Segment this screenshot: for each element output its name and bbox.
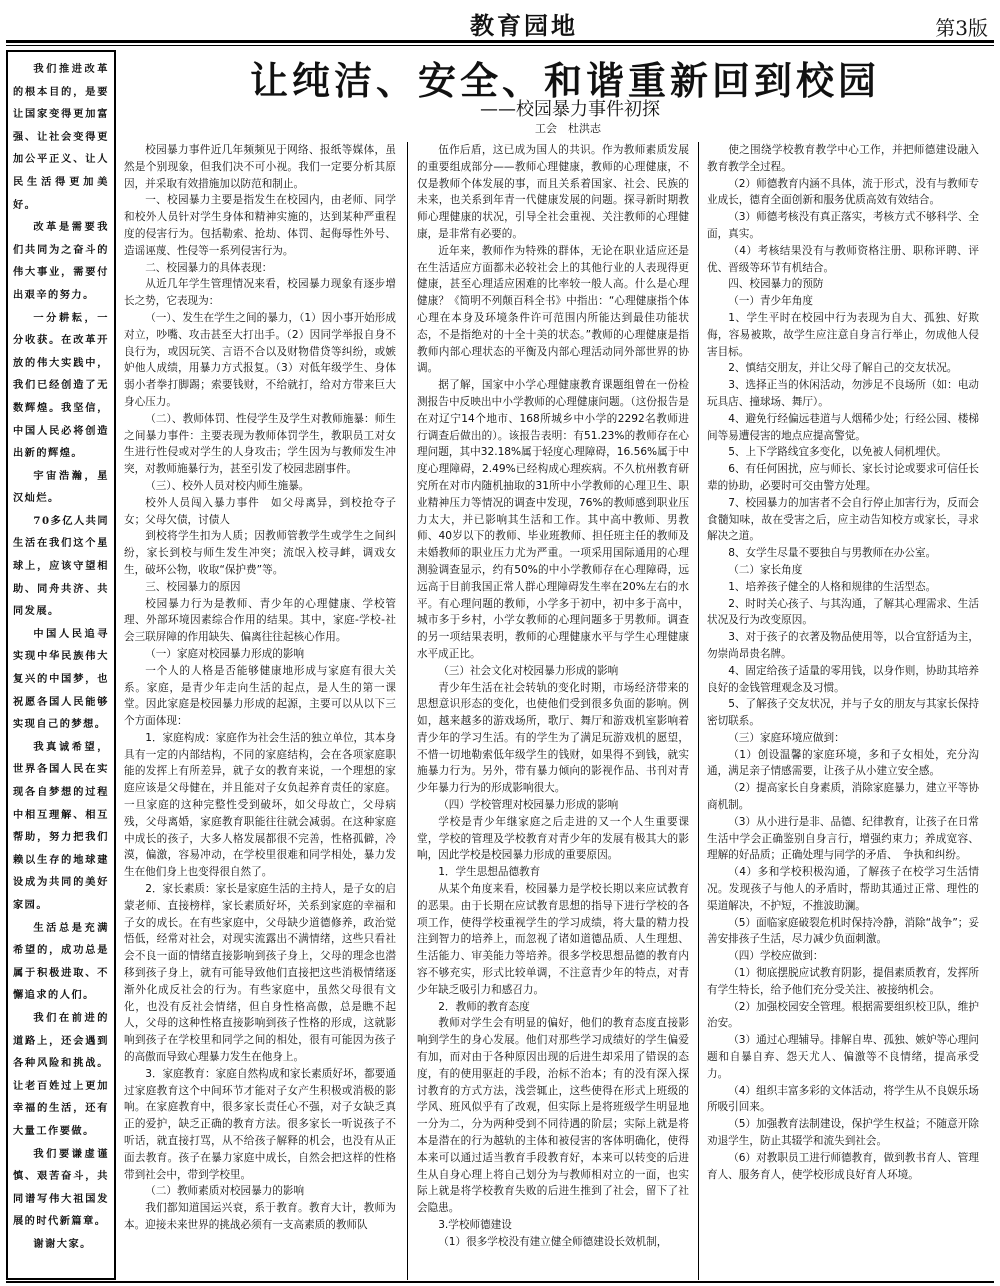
article-paragraph: 2、慎结交朋友，并让父母了解自己的交友状况。	[728, 362, 958, 375]
article-paragraph: （三）社会文化对校园暴力形成的影响	[438, 664, 619, 677]
sidebar-quote-box	[6, 50, 116, 1280]
article-paragraph: 5、了解孩子交友状况，并与子女的朋友与其家长保持密切联系。	[707, 698, 979, 728]
article-paragraph: （一）、发生在学生之间的暴力，（1）因小事开始形成对立，吵嘴、攻击甚至大打出手。（2）因同学举报自身不良行为，或因玩笑、言语不合以及财物借贷等纠纷，或嫉妒他人成绩，用暴力方式报复。（3）对低年级学生、身体弱小者拳打脚踢；索要钱财，不给就打，给对方带来巨大身心压力。	[124, 311, 396, 408]
article-paragraph: 2．家长素质：家长是家庭生活的主持人，是子女的启蒙老师、直接榜样，家长素质好坏，关系到家庭的幸福和子女的成长。在有些家庭中，父母缺少道德修养，政治觉悟低，经常对社会，对现实流露出不满情绪，这些只看社会不良一面的情绪直接影响到孩子身上，父母的理念也潜移到孩子身上，就有可能导致他们直接把这些消极情绪逐渐外化成反社会的行为。有些家庭中，虽然父母很有文化，也没有反社会情绪，但自身性格高傲，总是瞧不起人，父母的这种性格直接影响到孩子性格的形成，这就影响到孩子在学校里和同学之间的相处，很有可能因为孩子的高傲而导致心理暴力发生在他身上。	[124, 883, 396, 1064]
sidebar-paragraph: 谢谢大家。	[33, 1237, 92, 1250]
article-paragraph: （1）很多学校没有建立健全师德建设长效机制，	[438, 1235, 668, 1248]
article-title: 让纯洁、安全、和谐重新回到校园	[249, 59, 880, 103]
article-paragraph: （2）师德教育内涵不具体，流于形式，没有与教师专业成长，德育全面创新和服务优质高效有效结合。	[707, 177, 979, 207]
article-paragraph: 从某个角度来看，校园暴力是学校长期以来应试教育的恶果。由于长期在应试教育思想的指导下进行学校的各项工作，使得学校重视学生的学习成绩，将大量的精力投注到智力的培养上，而忽视了诸如道德品质、人生理想、生活能力、审美能力等培养。很多学校思想品德的教育内容不够充实，形式比较单调，不注意青少年的特点，对青少年缺乏吸引力和感召力。	[417, 883, 689, 996]
article-paragraph: （二）教师素质对校园暴力的影响	[145, 1185, 305, 1198]
article-paragraph: （4）多和学校积极沟通，了解孩子在校学习生活情况。发现孩子与他人的矛盾时，帮助其通过正常、理性的渠道解决，不护短，不推波助澜。	[707, 866, 979, 912]
article-paragraph: 近年来，教师作为特殊的群体，无论在职业适应还是在生活适应方面都未必较社会上的其他行业的人表现得更健康，甚至心理适应困难的比率较一般人高。什么是心理健康？《简明不列颠百科全书》中指出：“心理健康指个体心理在本身及环境条件许可范围内所能达到最佳功能状态，不是指绝对的十全十美的状态。”教师的心理健康是指教师内部心理状态的平衡及内部心理活动同外部世界的协调。	[417, 244, 689, 375]
footer-rule	[6, 1281, 994, 1283]
article-paragraph: 4、避免行经偏远巷道与人烟稀少处；行经公园、楼梯间等易遭侵害的地点应提高警觉。	[707, 412, 979, 442]
article-paragraph: 校外人员闯入暴力事件 如父母离异，到校抢夺子女；父母欠债，讨债人	[124, 496, 396, 526]
sidebar-paragraph: 一分耕耘，一分收获。在改革开放的伟大实践中，我们已经创造了无数辉煌。我坚信，中国人民必将创造出新的辉煌。	[13, 311, 109, 460]
article-paragraph: （3）师德考核没有真正落实，考核方式不够科学、全面，真实。	[707, 211, 979, 240]
sidebar-paragraph: 我们在前进的道路上，还会遇到各种风险和挑战。让老百姓过上更加幸福的生活，还有大量工作要做。	[13, 1011, 109, 1137]
article-paragraph: （2）加强校园安全管理。根据需要组织校卫队，维护治安。	[707, 1000, 979, 1030]
article-paragraph: 四、校园暴力的预防	[728, 278, 824, 291]
article-paragraph: 据了解，国家中小学心理健康教育课题组曾在一份检测报告中反映出中小学教师的心理健康问题。（这份报告是在对辽宁14个地市、168所城乡中小学的2292名教师进行调查后做出的）。该报告表明：有51.23%的教师存在心理问题，其中32.18%属于轻度心理障碍，16.56%属于中度心理障碍，2.49%已经构成心理疾病。不久杭州教育研究所在对市内随机抽取的31所中小学教师的心理卫生、职业精神压力等情况的调查中发现，76%的教师感到职业压力太大，并已影响其生活和工作。其中高中教师、男教师、40岁以下的教师、毕业班教师、担任班主任的教师及未婚教师的职业压力尤为严重。一项采用国际通用的心理测验调查显示，约有50%的中小学教师存在心理障碍，远远高于目前我国正常人群心理障碍发生率在20%左右的水平。有心理问题的教师，小学多于初中，初中多于高中，城市多于乡村，小学女教师的心理问题多于男教师。调查的另一项结果表明，教师的心理健康水平与学生心理健康水平成正比。	[417, 379, 689, 660]
sidebar-paragraph: 70多亿人共同生活在我们这个星球上，应该守望相助、同舟共济、共同发展。	[13, 514, 110, 618]
article-paragraph: （三）、校外人员对校内师生施暴。	[145, 479, 310, 492]
article-paragraph: 从近几年学生管理情况来看，校园暴力现象有逐步增长之势，它表现为：	[124, 278, 396, 308]
article-paragraph: 5、上下学路线宜多变化，以免被人伺机埋伏。	[728, 446, 947, 459]
article-paragraph: （1）彻底摆脱应试教育阴影，提倡素质教育，发挥所有学生特长，给予他们充分受关注、被接纳机会。	[707, 967, 979, 996]
masthead	[0, 0, 1000, 42]
article-paragraph: （3）从小进行是非、品德、纪律教育，让孩子在日常生活中学会正确鉴别自身言行，增强约束力；养成宽容、理解的好品质；正确处理与同学的矛盾、 争执和纠纷。	[707, 815, 979, 862]
article-paragraph: 青少年生活在社会转轨的变化时期，市场经济带来的思想意识形态的变化，也使他们受到很多负面的影响。例如，越来越多的游戏场所，歌厅、舞厅和游戏机室影响着青少年的学习生活。有的学生为了满足玩游戏机的愿望，不惜一切地勒索低年级学生的钱财，如果得不到钱，就实施暴力行为。另外，带有暴力倾向的影视作品、书刊对青少年暴力行为的形成影响很大。	[417, 681, 689, 795]
article-paragraph: （1）创设温馨的家庭环境，多和子女相处，充分沟通，满足亲子情感需要，让孩子从小建立安全感。	[707, 748, 979, 778]
article-paragraph: 1、培养孩子健全的人格和规律的生活型态。	[728, 580, 937, 593]
article-paragraph: （3）通过心理辅导。排解自卑、孤独、嫉妒等心理问题和自暴自弃、怨天尤人、偏激等不良情绪，提高承受力。	[707, 1034, 979, 1080]
article-paragraph: （四）学校管理对校园暴力形成的影响	[438, 799, 619, 812]
article-paragraph: （二）家长角度	[728, 563, 803, 576]
article-column-2	[417, 142, 689, 1282]
article-paragraph: （一）家庭对校园暴力形成的影响	[145, 647, 305, 660]
article-paragraph: 一个人的人格是否能够健康地形成与家庭有很大关系。家庭，是青少年走向生活的起点，是人生的第一课堂。因此家庭是校园暴力形成的起源，主要可以从以下三个方面体现：	[124, 664, 396, 728]
article-paragraph: 一、校园暴力主要是指发生在校园内，由老师、同学和校外人员针对学生身体和精神实施的，达到某种严重程度的侵害行为。包括勒索、抢劫、体罚、起侮辱性外号、造谣诬蔑、性侵等一系列侵害行为。	[124, 194, 396, 257]
column-divider	[698, 142, 699, 1280]
article-paragraph: 6、有任何困扰，应与师长、家长讨论或要求可信任长辈的协助，必要时可交由警方处理。	[707, 463, 979, 492]
article-paragraph: 4、固定给孩子适量的零用钱，以身作则，协助其培养良好的金钱管理观念及习惯。	[707, 664, 979, 694]
article-column-3	[707, 142, 979, 1282]
article-paragraph: 3、选择正当的休闲活动，勿涉足不良场所（如：电动玩具店、撞球场、舞厅）。	[707, 379, 979, 408]
article-paragraph: 教师对学生会有明显的偏好，他们的教育态度直接影响到学生的身心发展。他们对那些学习成绩好的学生偏爱有加，而对由于各种原因出现的后进生却采用了错误的态度，有的使用驱赶的手段，治标不治本；有的没有深入探讨教育的方式方法，浅尝辄止，这些使得在形式上班级的学风、班风似乎有了改观，但实际上是将班级学生明显地一分为二，分为两种受到不同待遇的阶层；实际上就是将本是潜在的行为越轨的主体和被侵害的客体明确化，使得本来可以通过适当教育手段教育好，本来可以转变的后进生从自身心理上将自己划分为与教师相对立的一面，也实际上就是将学校教育失败的后进生推到了社会，留下了社会隐患。	[417, 1017, 689, 1215]
article-paragraph: 校园暴力行为是教师、青少年的心理健康、学校管理、外部环境因素综合作用的结果。其中，家庭-学校-社会三联屏障的作用缺失、偏离往往起核心作用。	[124, 597, 396, 644]
article-subtitle: ——校园暴力事件初探	[480, 99, 660, 120]
article-paragraph: （5）加强教育法制建设，保护学生权益；不随意开除劝退学生，防止其辍学和流失到社会。	[707, 1118, 979, 1148]
sidebar-paragraph: 我们要谦虚谨慎、艰苦奋斗，共同谱写伟大祖国发展的时代新篇章。	[13, 1147, 109, 1228]
article-paragraph: 1．学生思想品德教育	[438, 866, 541, 879]
article-paragraph: 3、对于孩子的衣著及物品使用等，以合宜舒适为主，勿崇尚昂贵名牌。	[707, 631, 979, 660]
header-rule-thin	[6, 45, 994, 46]
sidebar-paragraph: 中国人民追寻实现中华民族伟大复兴的中国梦，也祝愿各国人民能够实现自己的梦想。	[13, 627, 109, 731]
article-paragraph: 校园暴力事件近几年频频见于网络、报纸等媒体，虽然是个别现象，但我们决不可小视。我们一定要分析其原因，并采取有效措施加以防范和制止。	[124, 144, 396, 190]
article-paragraph: 1、学生平时在校园中行为表现为自大、孤独、好欺侮，容易被欺，故学生应注意自身言行举止，勿成他人侵害目标。	[707, 311, 979, 358]
article-paragraph: （4）组织丰富多彩的文体活动，将学生从不良娱乐场所吸引回来。	[707, 1084, 979, 1114]
article-paragraph: 使之围绕学校教育教学中心工作，并把师德建设融入教育教学全过程。	[707, 144, 979, 173]
article-paragraph: 3．家庭教育：家庭自然构成和家长素质好坏，都要通过家庭教育这个中间环节才能对子女产生积极或消极的影响。在家庭教育中，很多家长责任心不强，对子女缺乏真正的爱护，缺乏正确的教育方法。很多家长一听说孩子不听话，就直接打骂，从不给孩子解释的机会，也没有从正面去教育。孩子在暴力家庭中成长，自然会把这样的性格带到社会中，带到学校里。	[124, 1067, 396, 1181]
article-paragraph: （6）对教职员工进行师德教育，做到教书育人、管理育人、服务育人，使学校形成良好育人环境。	[707, 1151, 979, 1181]
column-divider	[407, 142, 408, 1280]
sidebar-paragraph: 我真诚希望，世界各国人民在实现各自梦想的过程中相互理解、相互帮助，努力把我们赖以生存的地球建设成为共同的美好家园。	[13, 740, 109, 911]
article-paragraph: 7、校园暴力的加害者不会自行停止加害行为，反而会食髓知味，故在受害之后，应主动告知校方或家长，寻求解决之道。	[707, 496, 979, 543]
article-paragraph: 我们都知道国运兴衰，系于教育。教育大计，教师为本。迎接未来世界的挑战必须有一支高素质的教师队	[124, 1202, 396, 1231]
article-paragraph: （三）家庭环境应做到：	[728, 731, 845, 744]
sidebar-paragraph: 我们推进改革的根本目的，是要让国家变得更加富强、让社会变得更加公平正义、让人民生活得更加美好。	[13, 63, 109, 211]
article-paragraph: （4）考核结果没有与教师资格注册、职称评聘、评优、晋级等环节有机结合。	[707, 244, 979, 274]
article-paragraph: （2）提高家长自身素质，消除家庭暴力，建立平等协商机制。	[707, 782, 979, 812]
article-paragraph: （四）学校应做到：	[728, 950, 824, 963]
article-paragraph: （二）、教师体罚、性侵学生及学生对教师施暴：师生之间暴力事件：主要表现为教师体罚学生，教职员工对女生进行性侵或对学生的人身攻击；学生因为与教师发生冲突，对教师施暴行为，甚至引发了校园悲剧事件。	[124, 412, 396, 476]
section-name: 教育园地	[470, 12, 578, 40]
article-paragraph: 1．家庭构成：家庭作为社会生活的独立单位，其本身具有一定的内部结构，不同的家庭结构，会在各项家庭职能的发挥上有所差异，就子女的教育来说，一个理想的家庭应该是父母健在，并且能对子女负起养育责任的家庭。一旦家庭的这种完整性受到破坏，如父母故亡，父母病残，父母离婚，家庭教育职能往往就会减弱。在这种家庭中成长的孩子，大多人格发展都很不完善，性格孤僻，冷漠，偏激，容易冲动，在学校里很难和同学相处，暴力发生在他们身上也变得很自然了。	[124, 731, 396, 879]
sidebar-paragraph: 宇宙浩瀚，星汉灿烂。	[13, 469, 109, 505]
sidebar-paragraph: 生活总是充满希望的，成功总是属于积极进取、不懈追求的人们。	[13, 921, 109, 1002]
article-paragraph: 2．教师的教育态度	[438, 1000, 530, 1013]
article-paragraph: 二、校园暴力的具体表现：	[145, 261, 273, 274]
article-paragraph: 3.学校师德建设	[438, 1219, 512, 1231]
article-paragraph: 三、校园暴力的原因	[145, 580, 241, 593]
article-paragraph: （一）青少年角度	[728, 295, 813, 308]
page-number: 第3版	[935, 16, 988, 40]
article-byline: 工会 杜洪志	[535, 122, 601, 135]
header-rule	[6, 40, 994, 43]
sidebar-paragraph: 改革是需要我们共同为之奋斗的伟大事业，需要付出艰辛的努力。	[13, 221, 109, 301]
article-column-1	[124, 142, 396, 1282]
article-paragraph: 伍作后盾，这已成为国人的共识。作为教师素质发展的重要组成部分——教师心理健康，教师的心理健康，不仅是教师个体发展的事，而且关系着国家、社会、民族的未来，也关系到年青一代健康发展的问题。探寻新时期教师心理健康的状况，引导全社会重视、关注教师的心理健康，是非常有必要的。	[417, 144, 689, 240]
article-paragraph: 2、时时关心孩子、与其沟通，了解其心理需求、生活状况及行为改变原因。	[707, 597, 979, 627]
article-paragraph: 学校是青少年继家庭之后走进的又一个人生重要课堂，学校的管理及学校教育对青少年的发展有极其大的影响，因此学校是校园暴力形成的重要原因。	[417, 815, 689, 862]
article-paragraph: 8、女学生尽量不要独自与男教师在办公室。	[728, 547, 937, 560]
article-paragraph: （5）面临家庭破裂危机时保持冷静，消除“战争”；妥善安排孩子生活，尽力减少负面刺激。	[707, 916, 979, 946]
article-paragraph: 到校将学生扣为人质；因教师管教学生或学生之间纠纷，家长到校与师生发生冲突；流氓入校寻衅，调戏女生，破坏公物，收取“保护费”等。	[124, 530, 396, 576]
